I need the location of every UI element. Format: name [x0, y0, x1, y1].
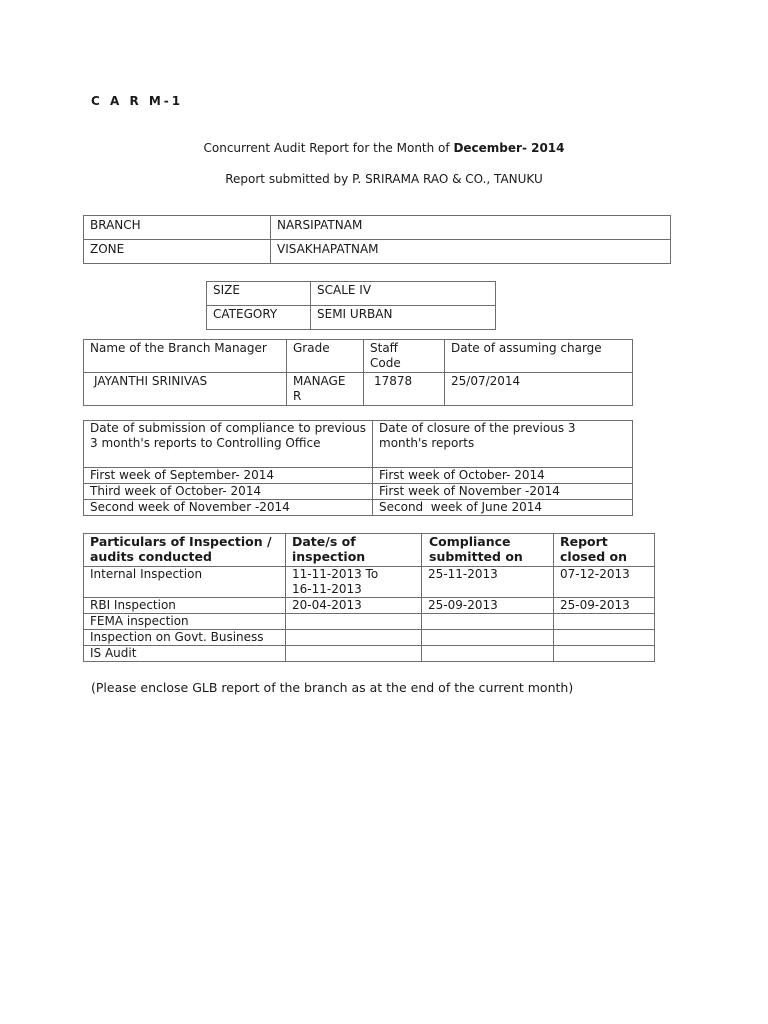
table-cell: 20-04-2013 [286, 598, 422, 614]
column-header: Grade [287, 340, 364, 373]
table-cell: 17878 [364, 373, 445, 406]
table-cell: RBI Inspection [84, 598, 286, 614]
table-cell: MANAGE R [287, 373, 364, 406]
column-header: Report closed on [554, 534, 655, 567]
column-header: Compliance submitted on [422, 534, 554, 567]
table-cell: First week of September- 2014 [84, 468, 373, 484]
table-cell: IS Audit [84, 646, 286, 662]
size-label: SIZE [207, 282, 311, 306]
compliance-table [83, 420, 633, 516]
table-row [84, 500, 633, 516]
size-value: SCALE IV [311, 282, 496, 306]
column-header: Staff Code [364, 340, 445, 373]
table-cell: 11-11-2013 To 16-11-2013 [286, 567, 422, 598]
table-cell: 25-09-2013 [422, 598, 554, 614]
branch-label: BRANCH [84, 216, 271, 240]
table-row [84, 484, 633, 500]
table-cell: FEMA inspection [84, 614, 286, 630]
table-row [84, 468, 633, 484]
column-header: Date of submission of compliance to previous 3 month's reports to Controlling Office [84, 421, 373, 468]
table-cell: Inspection on Govt. Business [84, 630, 286, 646]
table-cell: Third week of October- 2014 [84, 484, 373, 500]
branch-value: NARSIPATNAM [271, 216, 671, 240]
table-cell [422, 614, 554, 630]
table-cell [286, 646, 422, 662]
footer-note: (Please enclose GLB report of the branch as at the end of the current month) [91, 680, 574, 695]
table-cell [422, 646, 554, 662]
branch-table [83, 215, 671, 264]
zone-value: VISAKHAPATNAM [271, 240, 671, 264]
table-row [84, 216, 671, 240]
report-month: December- 2014 [453, 141, 565, 155]
table-cell [554, 630, 655, 646]
form-code: C A R M-1 [91, 94, 184, 108]
table-header-row [84, 421, 633, 468]
table-cell [554, 646, 655, 662]
table-cell: 07-12-2013 [554, 567, 655, 598]
table-cell [286, 614, 422, 630]
table-row [84, 567, 655, 598]
table-cell: 25/07/2014 [445, 373, 633, 406]
table-row [207, 282, 496, 306]
table-cell: Internal Inspection [84, 567, 286, 598]
table-cell: 25-09-2013 [554, 598, 655, 614]
table-row [207, 306, 496, 330]
table-cell: Second week of November -2014 [84, 500, 373, 516]
column-header: Name of the Branch Manager [84, 340, 287, 373]
manager-table [83, 339, 633, 406]
table-cell: JAYANTHI SRINIVAS [84, 373, 287, 406]
report-title [0, 141, 768, 155]
column-header: Date of assuming charge [445, 340, 633, 373]
table-row [84, 646, 655, 662]
report-title-prefix: Concurrent Audit Report for the Month of [203, 141, 454, 155]
table-header-row [84, 534, 655, 567]
table-cell [286, 630, 422, 646]
zone-label: ZONE [84, 240, 271, 264]
table-cell: 25-11-2013 [422, 567, 554, 598]
table-row [84, 614, 655, 630]
table-header-row [84, 340, 633, 373]
table-row [84, 598, 655, 614]
table-cell: First week of November -2014 [373, 484, 633, 500]
column-header: Date of closure of the previous 3 month's reports [373, 421, 633, 468]
table-cell [554, 614, 655, 630]
size-table [206, 281, 496, 330]
table-cell: First week of October- 2014 [373, 468, 633, 484]
category-value: SEMI URBAN [311, 306, 496, 330]
submitted-by: Report submitted by P. SRIRAMA RAO & CO., TANUKU [225, 172, 543, 186]
column-header: Date/s of inspection [286, 534, 422, 567]
table-row [84, 240, 671, 264]
column-header: Particulars of Inspection / audits conducted [84, 534, 286, 567]
table-row [84, 630, 655, 646]
table-row [84, 373, 633, 406]
table-cell [422, 630, 554, 646]
inspection-table [83, 533, 655, 662]
table-cell: Second week of June 2014 [373, 500, 633, 516]
category-label: CATEGORY [207, 306, 311, 330]
